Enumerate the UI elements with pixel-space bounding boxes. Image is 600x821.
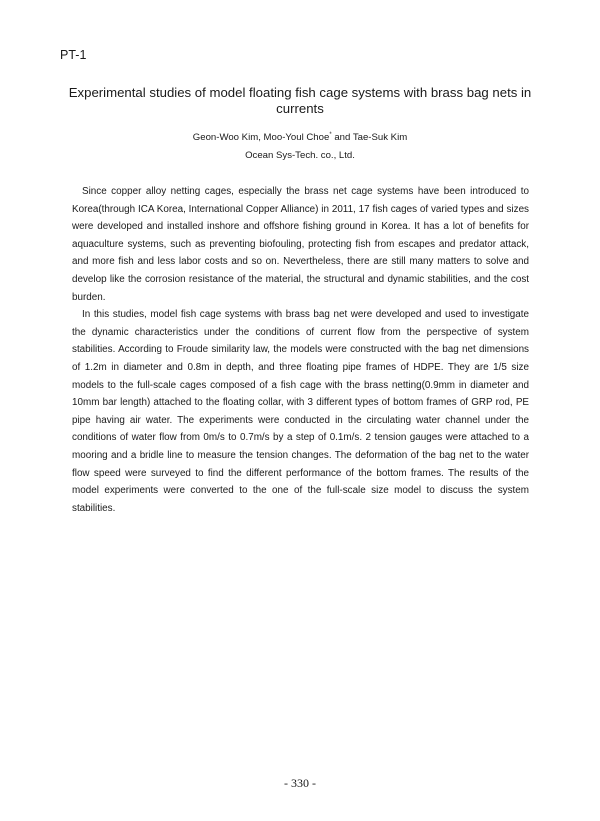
abstract-body <box>72 183 529 517</box>
author-affiliation: Ocean Sys-Tech. co., Ltd. <box>245 150 355 161</box>
author-names-secondary: and Tae-Suk Kim <box>331 132 408 143</box>
session-code: PT-1 <box>60 48 87 62</box>
abstract-paragraph-1: Since copper alloy netting cages, especially the brass net cage systems have been introduced to Korea(through ICA Korea, International Copper Alliance) in 2011, 17 fish cages of varied types and sizes were developed and installed inshore and offshore fishing ground in Korea. It has a lot of benefits for aquaculture systems, such as preventing biofouling, protecting fish from escapes and predator attack, and more fish and less labor costs and so on. Nevertheless, there are still many matters to solve and develop like the corrosion resistance of the material, the structural and dynamic stabilities, and the cost burden. <box>72 186 529 303</box>
paper-title: Experimental studies of model floating fish cage systems with brass bag nets in currents <box>68 85 532 116</box>
author-names-primary: Geon-Woo Kim, Moo-Youl Choe <box>192 132 330 143</box>
abstract-paragraph-2: In this studies, model fish cage systems with brass bag net were developed and used to investigate the dynamic characteristics under the conditions of current flow from the perspective of system stabilities. According to Froude similarity law, the models were constructed with the bag net dimensions of 1.2m in diameter and 0.8m in depth, and three floating pipe frames of HDPE. They are 1/5 size models to the full-scale cages composed of a fish cage with the brass netting(0.9mm in diameter and 10mm bar length) attached to the floating collar, with 3 different types of bottom frames of GRP rod, PE pipe having air water. The experiments were conducted in the circulating water channel under the conditions of water flow from 0m/s to 0.7m/s by a step of 0.1m/s. 2 tension gauges were attached to a mooring and a bridle line to measure the tension changes. The deformation of the bag net to the water flow speed were surveyed to find the different performance of the bottom frames. The results of the model experiments were converted to the one of the full-scale size model to discuss the system stabilities. <box>72 309 529 514</box>
corresponding-author-mark: * <box>329 132 332 138</box>
author-list <box>60 131 540 144</box>
page-number: - 330 - <box>284 776 316 790</box>
